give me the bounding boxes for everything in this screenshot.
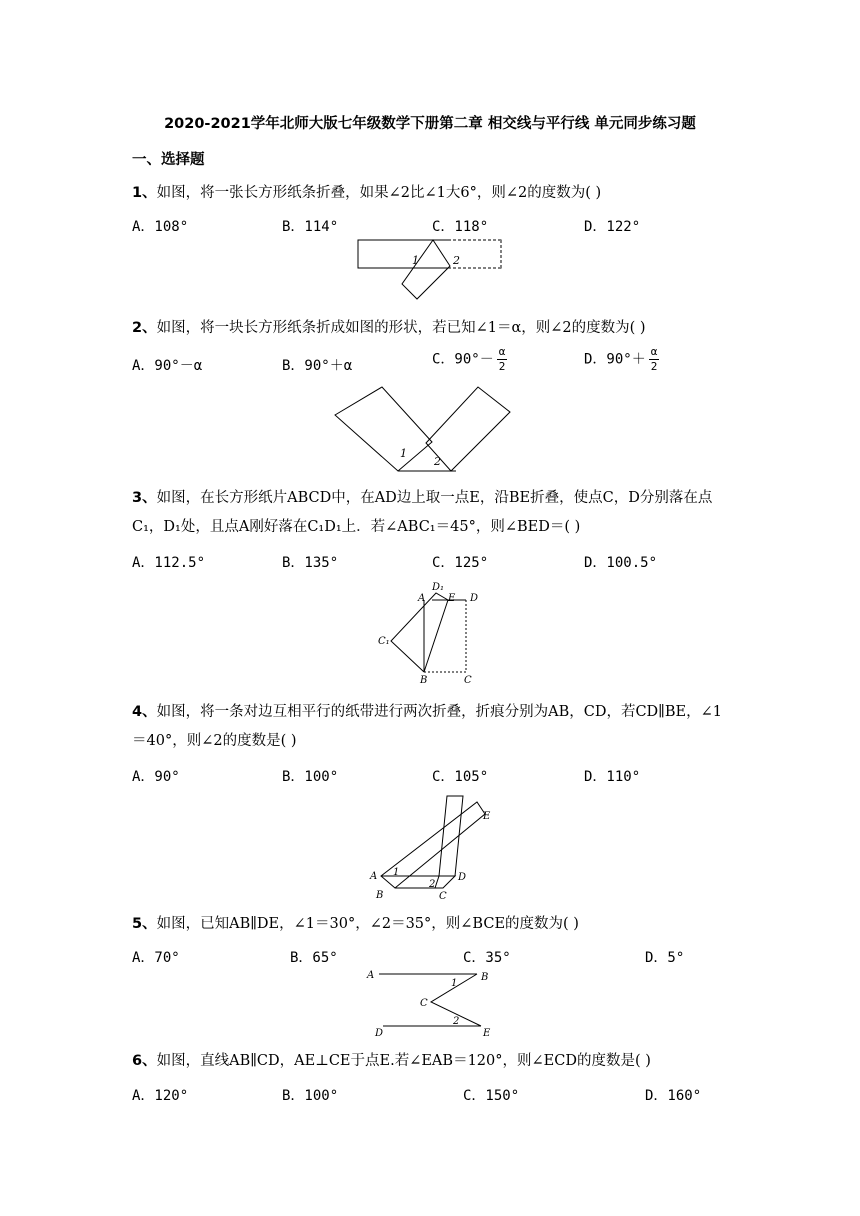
q4-label-c: C <box>439 891 447 902</box>
section-heading: 一、选择题 <box>132 152 205 168</box>
q5-label-a: A <box>367 970 375 981</box>
q5-label-e: E <box>483 1028 491 1039</box>
q1-option-c: C．118° <box>432 219 489 235</box>
question-3-line-2: C₁，D₁处，且点A刚好落在C₁D₁上．若∠ABC₁＝45°，则∠BED＝( ) <box>132 519 581 535</box>
q6-option-b: B．100° <box>282 1088 339 1104</box>
q3-option-c: C．125° <box>432 555 489 571</box>
q1-option-a: A．108° <box>132 219 189 235</box>
question-5: 5、如图，已知AB∥DE，∠1＝30°，∠2＝35°，则∠BCE的度数为( ) <box>132 916 579 932</box>
question-4: 4、如图，将一条对边互相平行的纸带进行两次折叠，折痕分别为AB，CD，若CD∥BE，∠1 <box>132 704 722 720</box>
q1-label-1: 1 <box>412 254 419 267</box>
q5-label-d: D <box>375 1028 384 1039</box>
q5-label-c: C <box>420 998 428 1009</box>
q3-option-d: D．100.5° <box>584 555 658 571</box>
q6-option-c: C．150° <box>463 1088 520 1104</box>
q2-label-2: 2 <box>434 455 441 468</box>
q5-figure <box>365 966 505 1040</box>
document-title: 2020-2021学年北师大版七年级数学下册第二章 相交线与平行线 单元同步练习题 <box>164 116 696 132</box>
q4-label-d: D <box>458 872 467 883</box>
q3-label-d: D <box>470 593 479 604</box>
question-2: 2、如图，将一块长方形纸条折成如图的形状，若已知∠1＝α，则∠2的度数为( ) <box>132 320 646 336</box>
q5-option-b: B．65° <box>290 950 338 966</box>
q5-option-c: C．35° <box>463 950 511 966</box>
q4-option-c: C．105° <box>432 769 489 785</box>
q4-option-b: B．100° <box>282 769 339 785</box>
q4-label-2: 2 <box>429 879 436 890</box>
q1-label-2: 2 <box>453 254 460 267</box>
q3-label-b: B <box>420 675 428 684</box>
question-6-text: 如图，直线AB∥CD，AE⊥CE于点E.若∠EAB＝120°，则∠ECD的度数是( ) <box>156 1053 651 1069</box>
q3-option-b: B．135° <box>282 555 339 571</box>
question-4-text: 如图，将一条对边互相平行的纸带进行两次折叠，折痕分别为AB，CD，若CD∥BE，∠1 <box>156 704 722 720</box>
q6-option-d: D．160° <box>645 1088 702 1104</box>
q4-label-e: E <box>483 811 491 822</box>
question-2-text: 如图，将一块长方形纸条折成如图的形状，若已知∠1＝α，则∠2的度数为( ) <box>156 320 646 336</box>
question-4-line-2: ＝40°，则∠2的度数是( ) <box>132 733 297 749</box>
q1-option-d: D．122° <box>584 219 641 235</box>
q4-figure <box>365 794 495 902</box>
q4-label-a: A <box>370 871 378 882</box>
q2-option-c-fraction: $\frac{\alpha}{2}$ <box>498 345 506 373</box>
q5-label-b: B <box>481 972 489 983</box>
q3-label-c: C <box>464 675 472 684</box>
q3-label-c1: C₁ <box>378 636 390 647</box>
q4-label-b: B <box>376 890 384 901</box>
q5-option-d: D．5° <box>645 950 685 966</box>
q3-label-e: E <box>448 593 456 604</box>
q5-option-a: A．70° <box>132 950 180 966</box>
q1-figure <box>355 236 505 302</box>
q2-option-a: A．90°－α <box>132 358 203 374</box>
q3-option-a: A．112.5° <box>132 555 206 571</box>
question-5-text: 如图，已知AB∥DE，∠1＝30°，∠2＝35°，则∠BCE的度数为( ) <box>156 916 579 932</box>
q1-option-b: B．114° <box>282 219 339 235</box>
q2-label-1: 1 <box>400 447 407 460</box>
q5-label-2: 2 <box>453 1016 460 1027</box>
question-6: 6、如图，直线AB∥CD，AE⊥CE于点E.若∠EAB＝120°，则∠ECD的度数是( ) <box>132 1053 651 1069</box>
q3-label-a: A <box>418 593 426 604</box>
q4-option-a: A．90° <box>132 769 180 785</box>
q2-option-b: B．90°＋α <box>282 358 353 374</box>
question-1-text: 如图，将一张长方形纸条折叠，如果∠2比∠1大6°，则∠2的度数为( ) <box>156 185 602 201</box>
question-3: 3、如图，在长方形纸片ABCD中，在AD边上取一点E，沿BE折叠，使点C，D分别落在点 <box>132 490 713 506</box>
question-1: 1、如图，将一张长方形纸条折叠，如果∠2比∠1大6°，则∠2的度数为( ) <box>132 185 602 201</box>
q3-label-d1: D₁ <box>432 582 445 593</box>
q5-label-1: 1 <box>451 978 458 989</box>
q2-figure <box>330 385 530 475</box>
q2-option-c: C．90°－ $\frac{\alpha}{2}$ <box>432 345 506 373</box>
question-3-text: 如图，在长方形纸片ABCD中，在AD边上取一点E，沿BE折叠，使点C，D分别落在点 <box>156 490 713 506</box>
q4-label-1: 1 <box>393 867 400 878</box>
q2-option-d: D．90°＋ $\frac{\alpha}{2}$ <box>584 345 658 373</box>
q4-option-d: D．110° <box>584 769 641 785</box>
q6-option-a: A．120° <box>132 1088 189 1104</box>
q2-option-d-fraction: $\frac{\alpha}{2}$ <box>650 345 658 373</box>
q3-figure <box>378 580 488 684</box>
